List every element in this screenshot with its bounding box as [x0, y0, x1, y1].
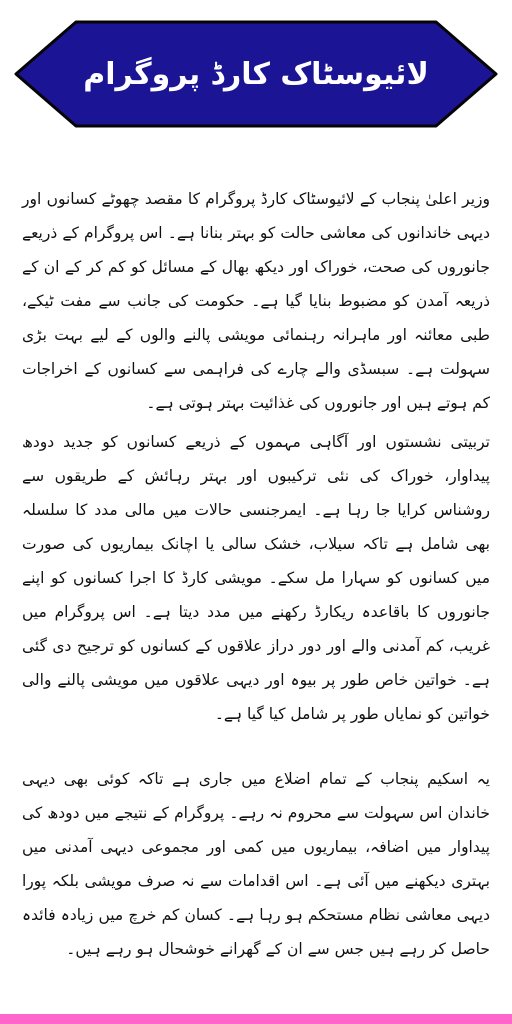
page-title: لائیوسٹاک کارڈ پروگرام: [83, 56, 429, 92]
paragraph-coverage: یہ اسکیم پنجاب کے تمام اضلاع میں جاری ہے تاکہ کوئی بھی دیہی خاندان اس سہولت سے محروم نہ رہے۔ پروگرام کے نتیجے میں دودھ کی پیداوار میں اضافہ، بیماریوں میں کمی اور مجموعی دیہی آمدنی میں بہتری دیکھنے میں آئی ہے۔ اس اقدامات سے نہ صرف مویشی بلکہ پورا دیہی معاشی نظام مستحکم ہو رہا ہے۔ کسان کم خرچ میں زیادہ فائدہ حاصل کر رہے ہیں جس سے ان کے گھرانے خوشحال ہو رہے ہیں۔: [22, 770, 490, 958]
paragraph-training: تربیتی نشستوں اور آگاہی مہموں کے ذریعے کسانوں کو جدید دودھ پیداوار، خوراک کی نئی ترکیبوں اور بہتر رہائش کے طریقوں سے روشناس کرایا جا رہا ہے۔ ایمرجنسی حالات میں مالی مدد کا سلسلہ بھی شامل ہے تاکہ سیلاب، خشک سالی یا اچانک بیماریوں کی صورت میں کسانوں کو سہارا مل سکے۔ مویشی کارڈ کا اجرا کسانوں کو اپنے جانوروں کا باقاعدہ ریکارڈ رکھنے میں مدد دیتا ہے۔ اس پروگرام میں غریب، کم آمدنی والے اور دور دراز علاقوں کے کسانوں کو ترجیح دی گئی ہے۔ خواتین خاص طور پر بیوہ اور دیہی علاقوں میں مویشی پالنے والی خواتین کو نمایاں طور پر شامل کیا گیا ہے۔: [22, 433, 490, 723]
paragraph-intro: وزیر اعلیٰ پنجاب کے لائیوسٹاک کارڈ پروگرام کا مقصد چھوٹے کسانوں اور دیہی خاندانوں کی معاشی حالت کو بہتر بنانا ہے۔ اس پروگرام کے ذریعے جانوروں کی صحت، خوراک اور دیکھ بھال کے مسائل کو کم کر کے ان کے ذریعہ آمدن کو مضبوط بنایا گیا ہے۔ حکومت کی جانب سے مفت ٹیکے، طبی معائنہ اور ماہرانہ رہنمائی مویشی پالنے والوں کے لیے بہت بڑی سہولت ہے۔ سبسڈی والے چارے کی فراہمی سے کسانوں کے اخراجات کم ہوتے ہیں اور جانوروں کی غذائیت بہتر ہوتی ہے۔: [22, 190, 490, 412]
bottom-accent-bar: [0, 1014, 512, 1024]
title-banner: [8, 12, 504, 136]
